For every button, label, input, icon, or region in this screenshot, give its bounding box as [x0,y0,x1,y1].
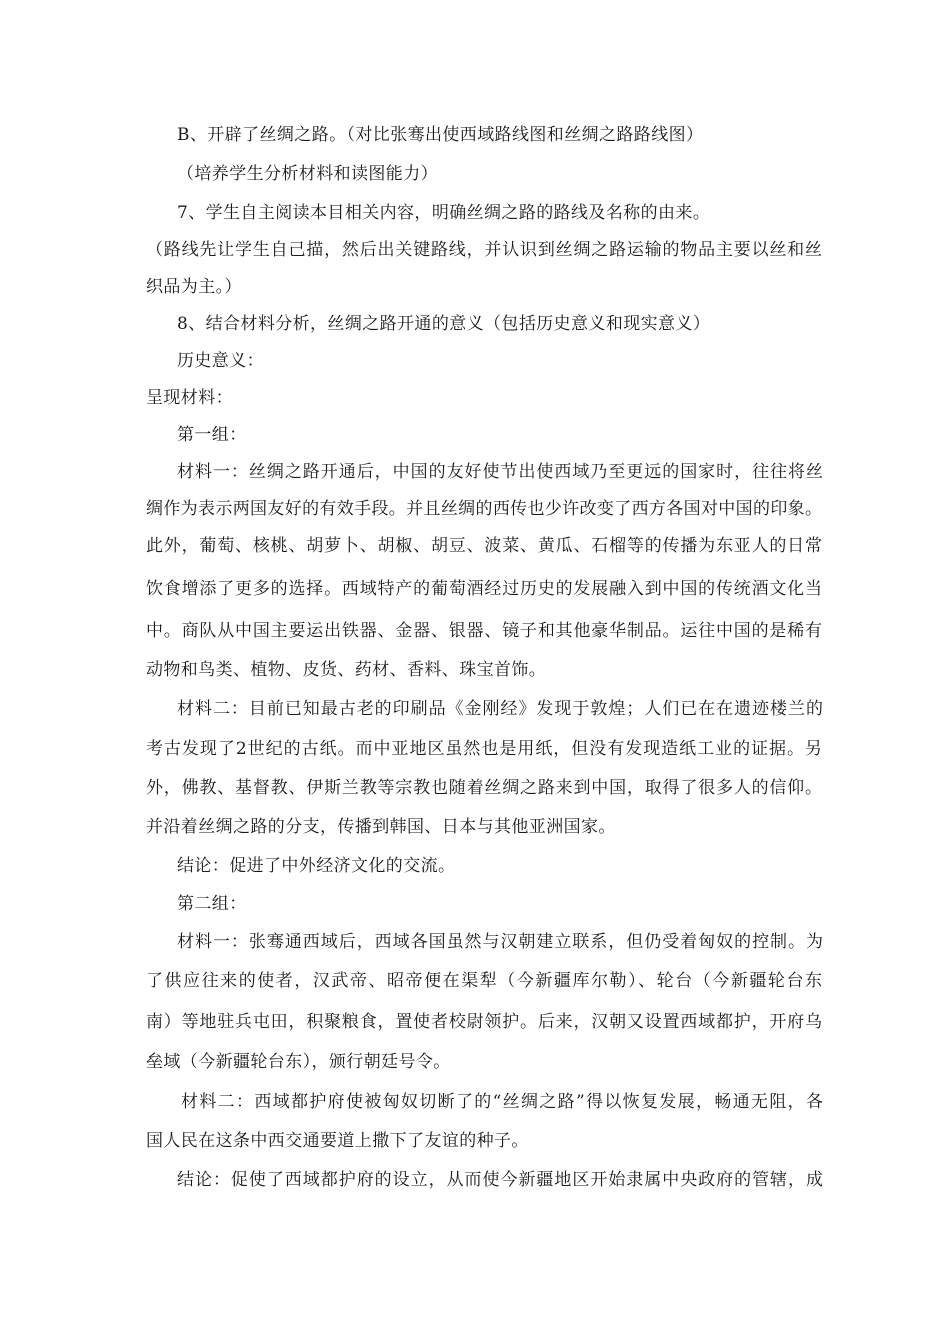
text-line-3: 7、学生自主阅读本目相关内容，明确丝绸之路的路线及名称的由来。 [177,203,711,223]
text-line-21: 第二组： [177,894,247,914]
text-line-22: 材料一：张骞通西域后，西域各国虽然与汉朝建立联系，但仍受着匈奴的控制。为 [177,932,823,952]
text-line-13: 饮食增添了更多的选择。西域特产的葡萄酒经过历史的发展融入到中国的传统酒文化当 [146,579,822,599]
text-line-14: 中。商队从中国主要运出铁器、金器、银器、镜子和其他豪华制品。运往中国的是稀有 [146,621,822,641]
text-line-6: 8、结合材料分析，丝绸之路开通的意义（包括历史意义和现实意义） [177,314,711,334]
text-line-9: 第一组： [177,425,247,445]
text-line-28: 结论：促使了西域都护府的设立，从而使今新疆地区开始隶属中央政府的管辖，成 [177,1170,823,1190]
text-line-17: 考古发现了2世纪的古纸。而中亚地区虽然也是用纸，但没有发现造纸工业的证据。另 [146,739,822,759]
text-line-8: 呈现材料： [146,388,233,408]
text-line-27: 国人民在这条中西交通要道上撒下了友谊的种子。 [146,1131,529,1151]
text-line-1: B、开辟了丝绸之路。（对比张骞出使西域路线图和丝绸之路路线图） [177,125,704,145]
text-line-26: 材料二：西域都护府使被匈奴切断了的“丝绸之路”得以恢复发展，畅通无阻，各 [181,1092,823,1112]
text-line-7: 历史意义： [177,351,264,371]
text-line-23: 了供应往来的使者，汉武帝、昭帝便在渠犁（今新疆库尔勒）、轮台（今新疆轮台东 [146,971,822,991]
text-line-25: 垒域（今新疆轮台东），颁行朝廷号令。 [146,1052,451,1072]
text-line-19: 并沿着丝绸之路的分支，传播到韩国、日本与其他亚洲国家。 [146,817,616,837]
text-line-4: （路线先让学生自己描，然后出关键路线，并认识到丝绸之路运输的物品主要以丝和丝 [146,240,822,260]
text-line-20: 结论：促进了中外经济文化的交流。 [177,856,456,876]
text-line-12: 此外，葡萄、核桃、胡萝卜、胡椒、胡豆、波菜、黄瓜、石榴等的传播为东亚人的日常 [146,536,822,556]
text-line-5: 织品为主。） [146,277,242,297]
text-line-16: 材料二：目前已知最古老的印刷品《金刚经》发现于敦煌；人们已在在遗迹楼兰的 [177,699,823,719]
text-line-24: 南）等地驻兵屯田，积聚粮食，置使者校尉领护。后来，汉朝又设置西域都护，开府乌 [146,1012,822,1032]
text-line-18: 外，佛教、基督教、伊斯兰教等宗教也随着丝绸之路来到中国，取得了很多人的信仰。 [146,778,822,798]
text-line-15: 动物和鸟类、植物、皮货、药材、香料、珠宝首饰。 [146,660,547,680]
text-line-2: （培养学生分析材料和读图能力） [177,164,438,184]
text-line-10: 材料一：丝绸之路开通后，中国的友好使节出使西域乃至更远的国家时，往往将丝 [177,462,823,482]
text-line-11: 绸作为表示两国友好的有效手段。并且丝绸的西传也少许改变了西方各国对中国的印象。 [146,499,822,519]
